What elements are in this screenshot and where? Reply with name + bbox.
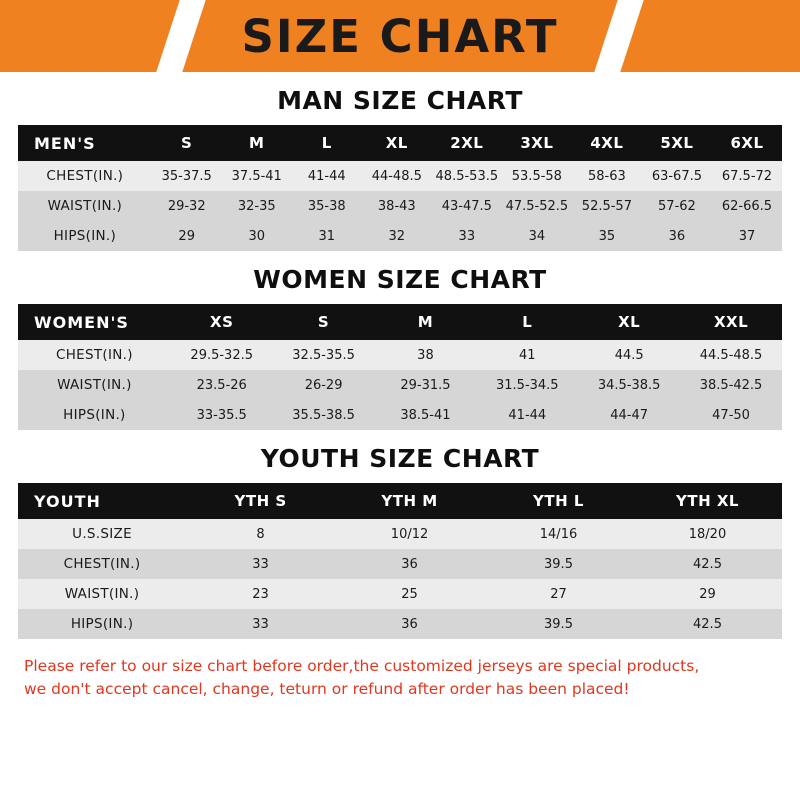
cell: 30 xyxy=(222,221,292,251)
cell: 36 xyxy=(335,549,484,579)
cell: 29.5-32.5 xyxy=(171,340,273,370)
cell: 23 xyxy=(186,579,335,609)
table-row xyxy=(18,400,782,430)
row-label: WAIST(IN.) xyxy=(18,191,152,221)
cell: 39.5 xyxy=(484,549,633,579)
table-row xyxy=(18,609,782,639)
cell: 29 xyxy=(152,221,222,251)
youth-size-table xyxy=(18,483,782,639)
cell: 18/20 xyxy=(633,519,782,549)
cell: 38-43 xyxy=(362,191,432,221)
column-header: 2XL xyxy=(432,125,502,161)
table-header-row xyxy=(18,483,782,519)
cell: 33 xyxy=(432,221,502,251)
table-row xyxy=(18,221,782,251)
cell: 25 xyxy=(335,579,484,609)
column-header: S xyxy=(273,304,375,340)
page-banner xyxy=(0,0,800,72)
men-row-header: MEN'S xyxy=(18,125,152,161)
section-title-women: WOMEN SIZE CHART xyxy=(253,265,547,294)
cell: 47.5-52.5 xyxy=(502,191,572,221)
section-women xyxy=(18,265,782,430)
row-label: U.S.SIZE xyxy=(18,519,186,549)
cell: 44-47 xyxy=(578,400,680,430)
cell: 36 xyxy=(335,609,484,639)
table-row xyxy=(18,340,782,370)
cell: 58-63 xyxy=(572,161,642,191)
cell: 48.5-53.5 xyxy=(432,161,502,191)
table-row xyxy=(18,519,782,549)
cell: 33 xyxy=(186,549,335,579)
row-label: CHEST(IN.) xyxy=(18,161,152,191)
cell: 41-44 xyxy=(292,161,362,191)
row-label: HIPS(IN.) xyxy=(18,400,171,430)
cell: 32.5-35.5 xyxy=(273,340,375,370)
cell: 35-37.5 xyxy=(152,161,222,191)
cell: 62-66.5 xyxy=(712,191,782,221)
table-header-row xyxy=(18,304,782,340)
cell: 44-48.5 xyxy=(362,161,432,191)
row-label: WAIST(IN.) xyxy=(18,579,186,609)
column-header: YTH M xyxy=(335,483,484,519)
table-row xyxy=(18,549,782,579)
cell: 38.5-41 xyxy=(375,400,477,430)
cell: 41-44 xyxy=(476,400,578,430)
cell: 35.5-38.5 xyxy=(273,400,375,430)
cell: 35-38 xyxy=(292,191,362,221)
cell: 27 xyxy=(484,579,633,609)
order-policy-note xyxy=(18,655,782,712)
cell: 31 xyxy=(292,221,362,251)
column-header: YTH XL xyxy=(633,483,782,519)
cell: 52.5-57 xyxy=(572,191,642,221)
column-header: S xyxy=(152,125,222,161)
cell: 42.5 xyxy=(633,609,782,639)
section-youth xyxy=(18,444,782,639)
cell: 43-47.5 xyxy=(432,191,502,221)
row-label: CHEST(IN.) xyxy=(18,549,186,579)
column-header: M xyxy=(222,125,292,161)
column-header: YTH L xyxy=(484,483,633,519)
table-row xyxy=(18,370,782,400)
cell: 34 xyxy=(502,221,572,251)
bottom-spacer xyxy=(0,794,800,800)
cell: 41 xyxy=(476,340,578,370)
row-label: WAIST(IN.) xyxy=(18,370,171,400)
men-size-table xyxy=(18,125,782,251)
cell: 32-35 xyxy=(222,191,292,221)
cell: 29-32 xyxy=(152,191,222,221)
column-header: 5XL xyxy=(642,125,712,161)
youth-row-header: YOUTH xyxy=(18,483,186,519)
note-line-2: we don't accept cancel, change, teturn or refund after order has been placed! xyxy=(24,680,630,699)
column-header: 4XL xyxy=(572,125,642,161)
section-title-men: MAN SIZE CHART xyxy=(277,86,523,115)
cell: 33-35.5 xyxy=(171,400,273,430)
cell: 63-67.5 xyxy=(642,161,712,191)
table-row xyxy=(18,579,782,609)
cell: 26-29 xyxy=(273,370,375,400)
row-label: HIPS(IN.) xyxy=(18,221,152,251)
column-header: XS xyxy=(171,304,273,340)
cell: 39.5 xyxy=(484,609,633,639)
row-label: CHEST(IN.) xyxy=(18,340,171,370)
women-row-header: WOMEN'S xyxy=(18,304,171,340)
table-row xyxy=(18,191,782,221)
table-row xyxy=(18,161,782,191)
row-label: HIPS(IN.) xyxy=(18,609,186,639)
cell: 57-62 xyxy=(642,191,712,221)
column-header: M xyxy=(375,304,477,340)
cell: 47-50 xyxy=(680,400,782,430)
cell: 67.5-72 xyxy=(712,161,782,191)
column-header: YTH S xyxy=(186,483,335,519)
cell: 37.5-41 xyxy=(222,161,292,191)
cell: 42.5 xyxy=(633,549,782,579)
cell: 53.5-58 xyxy=(502,161,572,191)
page-title: SIZE CHART xyxy=(241,9,559,63)
cell: 44.5-48.5 xyxy=(680,340,782,370)
column-header: XL xyxy=(578,304,680,340)
cell: 44.5 xyxy=(578,340,680,370)
note-line-1: Please refer to our size chart before order,the customized jerseys are special products, xyxy=(24,657,700,675)
section-men xyxy=(18,86,782,251)
section-title-youth: YOUTH SIZE CHART xyxy=(260,444,540,473)
cell: 32 xyxy=(362,221,432,251)
cell: 38 xyxy=(375,340,477,370)
column-header: XXL xyxy=(680,304,782,340)
column-header: 6XL xyxy=(712,125,782,161)
column-header: 3XL xyxy=(502,125,572,161)
cell: 29-31.5 xyxy=(375,370,477,400)
table-header-row xyxy=(18,125,782,161)
cell: 34.5-38.5 xyxy=(578,370,680,400)
cell: 35 xyxy=(572,221,642,251)
cell: 37 xyxy=(712,221,782,251)
cell: 8 xyxy=(186,519,335,549)
cell: 31.5-34.5 xyxy=(476,370,578,400)
column-header: XL xyxy=(362,125,432,161)
cell: 29 xyxy=(633,579,782,609)
cell: 14/16 xyxy=(484,519,633,549)
cell: 33 xyxy=(186,609,335,639)
women-size-table xyxy=(18,304,782,430)
cell: 36 xyxy=(642,221,712,251)
column-header: L xyxy=(476,304,578,340)
cell: 38.5-42.5 xyxy=(680,370,782,400)
cell: 23.5-26 xyxy=(171,370,273,400)
cell: 10/12 xyxy=(335,519,484,549)
chart-content xyxy=(0,72,800,794)
column-header: L xyxy=(292,125,362,161)
